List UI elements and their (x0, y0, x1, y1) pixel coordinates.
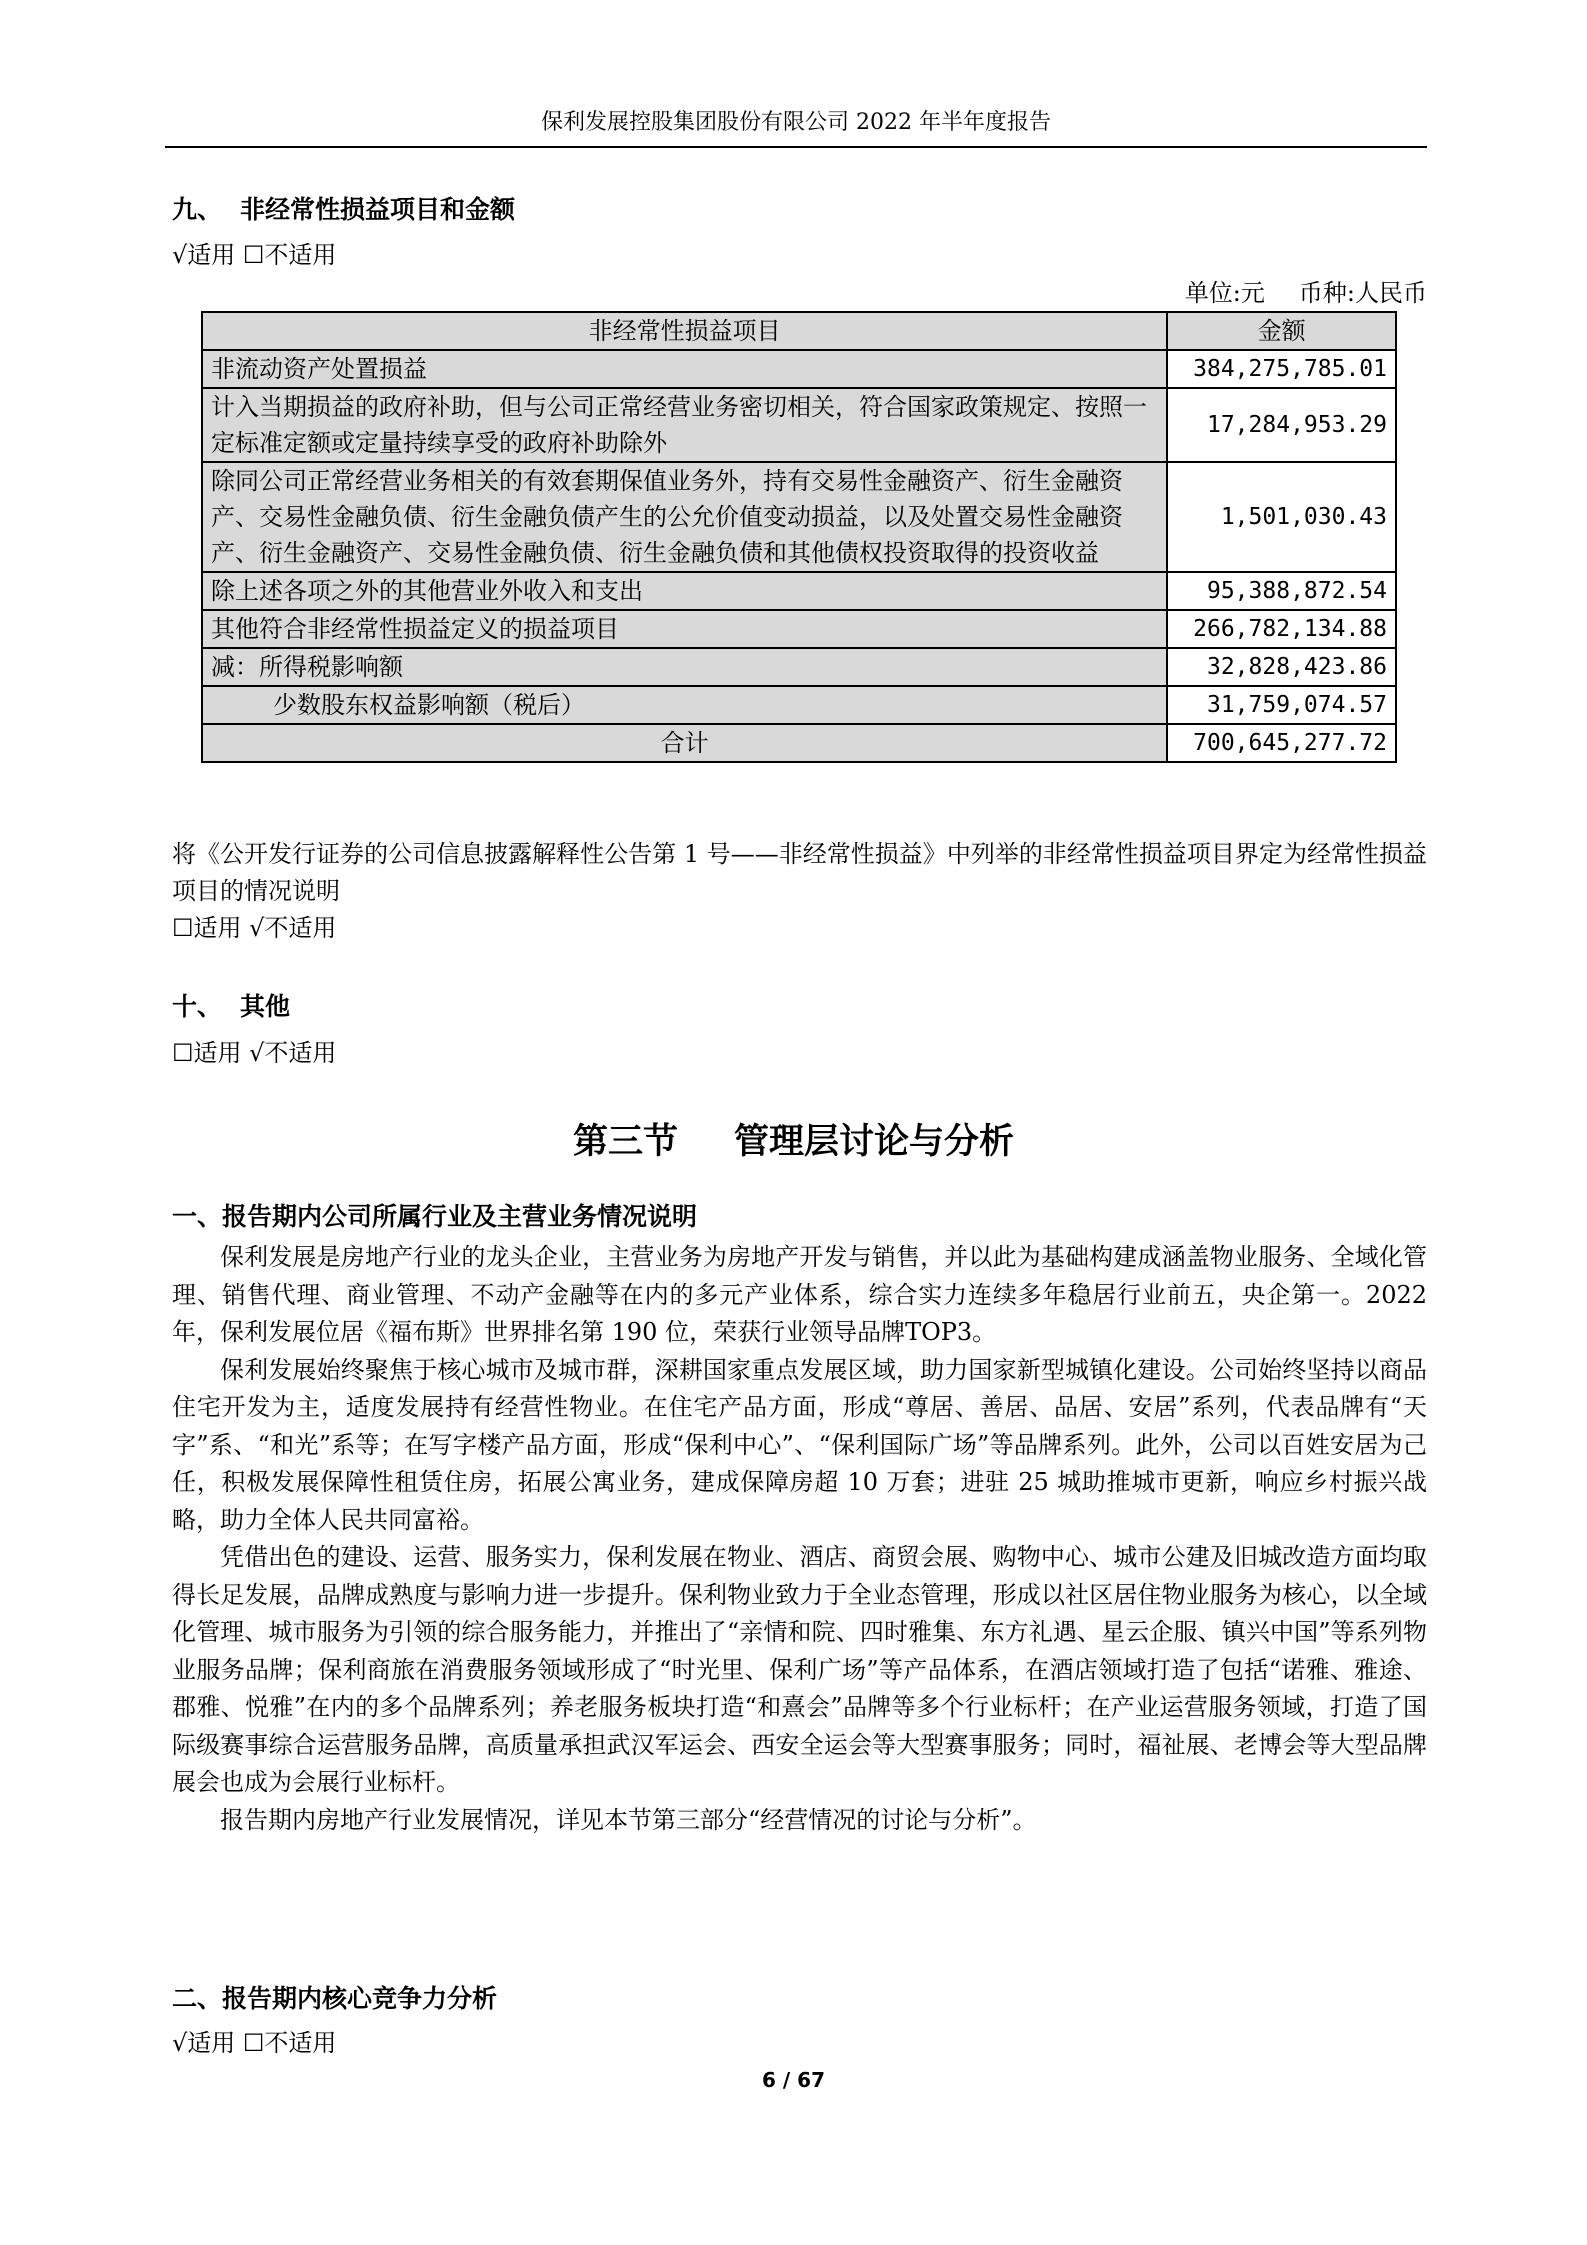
table-total-row (202, 724, 1396, 762)
row-amount: 95,388,872.54 (1167, 572, 1396, 610)
row-amount: 266,782,134.88 (1167, 610, 1396, 648)
unit-currency-line (1185, 275, 1427, 311)
table-row (202, 648, 1396, 686)
currency-label: 币种:人民币 (1298, 279, 1427, 307)
chapter-name: 管理层讨论与分析 (734, 1122, 1015, 1162)
unit-label: 单位:元 (1184, 279, 1265, 307)
row-item: 除上述各项之外的其他营业外收入和支出 (202, 572, 1167, 610)
section10-number: 十、 (172, 992, 223, 1021)
chapter-title (0, 1118, 1587, 1166)
sub2-heading: 二、报告期内核心竞争力分析 (172, 1984, 498, 2013)
section9-number: 九、 (172, 195, 223, 224)
row-item: 非流动资产处置损益 (202, 350, 1167, 388)
column-header-amount: 金额 (1167, 312, 1396, 350)
section10-heading (172, 989, 290, 1025)
paragraph: 凭借出色的建设、运营、服务实力，保利发展在物业、酒店、商贸会展、购物中心、城市公建及旧城改造方面均取得长足发展，品牌成熟度与影响力进一步提升。保利物业致力于全业态管理，形成以社区居住物业服务为核心，以全域化管理、城市服务为引领的综合服务能力，并推出了“亲情和院、四时雅集、东方礼遇、星云企服、镇兴中国”等系列物业服务品牌；保利商旅在消费服务领域形成了“时光里、保利广场”等产品体系，在酒店领域打造了包括“诺雅、雅途、郡雅、悦雅”在内的多个品牌系列；养老服务板块打造“和熹会”品牌等多个行业标杆；在产业运营服务领域，打造了国际级赛事综合运营服务品牌，高质量承担武汉军运会、西安全运会等大型赛事服务；同时，福祉展、老博会等大型品牌展会也成为会展行业标杆。 (172, 1543, 1427, 1796)
note-applicability: ☐适用 √不适用 (172, 914, 337, 942)
row-item: 其他符合非经常性损益定义的损益项目 (202, 610, 1167, 648)
row-item: 减：所得税影响额 (202, 648, 1167, 686)
table-row (202, 462, 1396, 572)
section10-applicability: ☐适用 √不适用 (172, 1039, 337, 1067)
page-header: 保利发展控股集团股份有限公司 2022 年半年度报告 (541, 110, 1051, 135)
section10-title: 其他 (240, 992, 291, 1021)
table-row (202, 388, 1396, 462)
paragraph: 报告期内房地产行业发展情况，详见本节第三部分“经营情况的讨论与分析”。 (220, 1805, 1037, 1834)
row-amount: 17,284,953.29 (1167, 388, 1396, 462)
chapter-number: 第三节 (572, 1122, 678, 1162)
table-row (202, 610, 1396, 648)
total-label: 合计 (202, 724, 1167, 762)
paragraph: 保利发展始终聚焦于核心城市及城市群，深耕国家重点发展区域，助力国家新型城镇化建设。公司始终坚持以商品住宅开发为主，适度发展持有经营性物业。在住宅产品方面，形成“尊居、善居、品居、安居”系列，代表品牌有“天字”系、“和光”系等；在写字楼产品方面，形成“保利中心”、“保利国际广场”等品牌系列。此外，公司以百姓安居为己任，积极发展保障性租赁住房，拓展公寓业务，建成保障房超 10 万套；进驻 25 城助推城市更新，响应乡村振兴战略，助力全体人民共同富裕。 (172, 1355, 1427, 1534)
table-row (202, 686, 1396, 724)
row-amount: 32,828,423.86 (1167, 648, 1396, 686)
non-recurring-gains-table (201, 311, 1397, 763)
row-amount: 1,501,030.43 (1167, 462, 1396, 572)
header-divider (165, 146, 1427, 148)
table-row (202, 350, 1396, 388)
section9-applicability: √适用 ☐不适用 (172, 241, 337, 269)
page-number: 6 / 67 (762, 2068, 825, 2092)
paragraph: 保利发展是房地产行业的龙头企业，主营业务为房地产开发与销售，并以此为基础构建成涵盖物业服务、全域化管理、销售代理、商业管理、不动产金融等在内的多元产业体系，综合实力连续多年稳居行业前五，央企第一。2022 年，保利发展位居《福布斯》世界排名第 190 位，荣获行业领导品牌TOP3。 (172, 1243, 1427, 1346)
row-amount: 384,275,785.01 (1167, 350, 1396, 388)
section9-heading (172, 192, 515, 228)
reclassification-note: 将《公开发行证券的公司信息披露解释性公告第 1 号——非经常性损益》中列举的非经常性损益项目界定为经常性损益项目的情况说明 (172, 840, 1427, 905)
column-header-item: 非经常性损益项目 (202, 312, 1167, 350)
row-item: 除同公司正常经营业务相关的有效套期保值业务外，持有交易性金融资产、衍生金融资产、交易性金融负债、衍生金融负债产生的公允价值变动损益，以及处置交易性金融资产、衍生金融资产、交易性金融负债、衍生金融负债和其他债权投资取得的投资收益 (202, 462, 1167, 572)
sub1-heading: 一、报告期内公司所属行业及主营业务情况说明 (172, 1202, 698, 1231)
table-row (202, 572, 1396, 610)
sub2-applicability: √适用 ☐不适用 (172, 2029, 337, 2057)
sub1-body (172, 1239, 1427, 1839)
row-item: 计入当期损益的政府补助，但与公司正常经营业务密切相关，符合国家政策规定、按照一定标准定额或定量持续享受的政府补助除外 (202, 388, 1167, 462)
section9-title: 非经常性损益项目和金额 (240, 195, 516, 224)
row-amount: 31,759,074.57 (1167, 686, 1396, 724)
row-item: 少数股东权益影响额（税后） (202, 686, 1167, 724)
total-amount: 700,645,277.72 (1167, 724, 1396, 762)
